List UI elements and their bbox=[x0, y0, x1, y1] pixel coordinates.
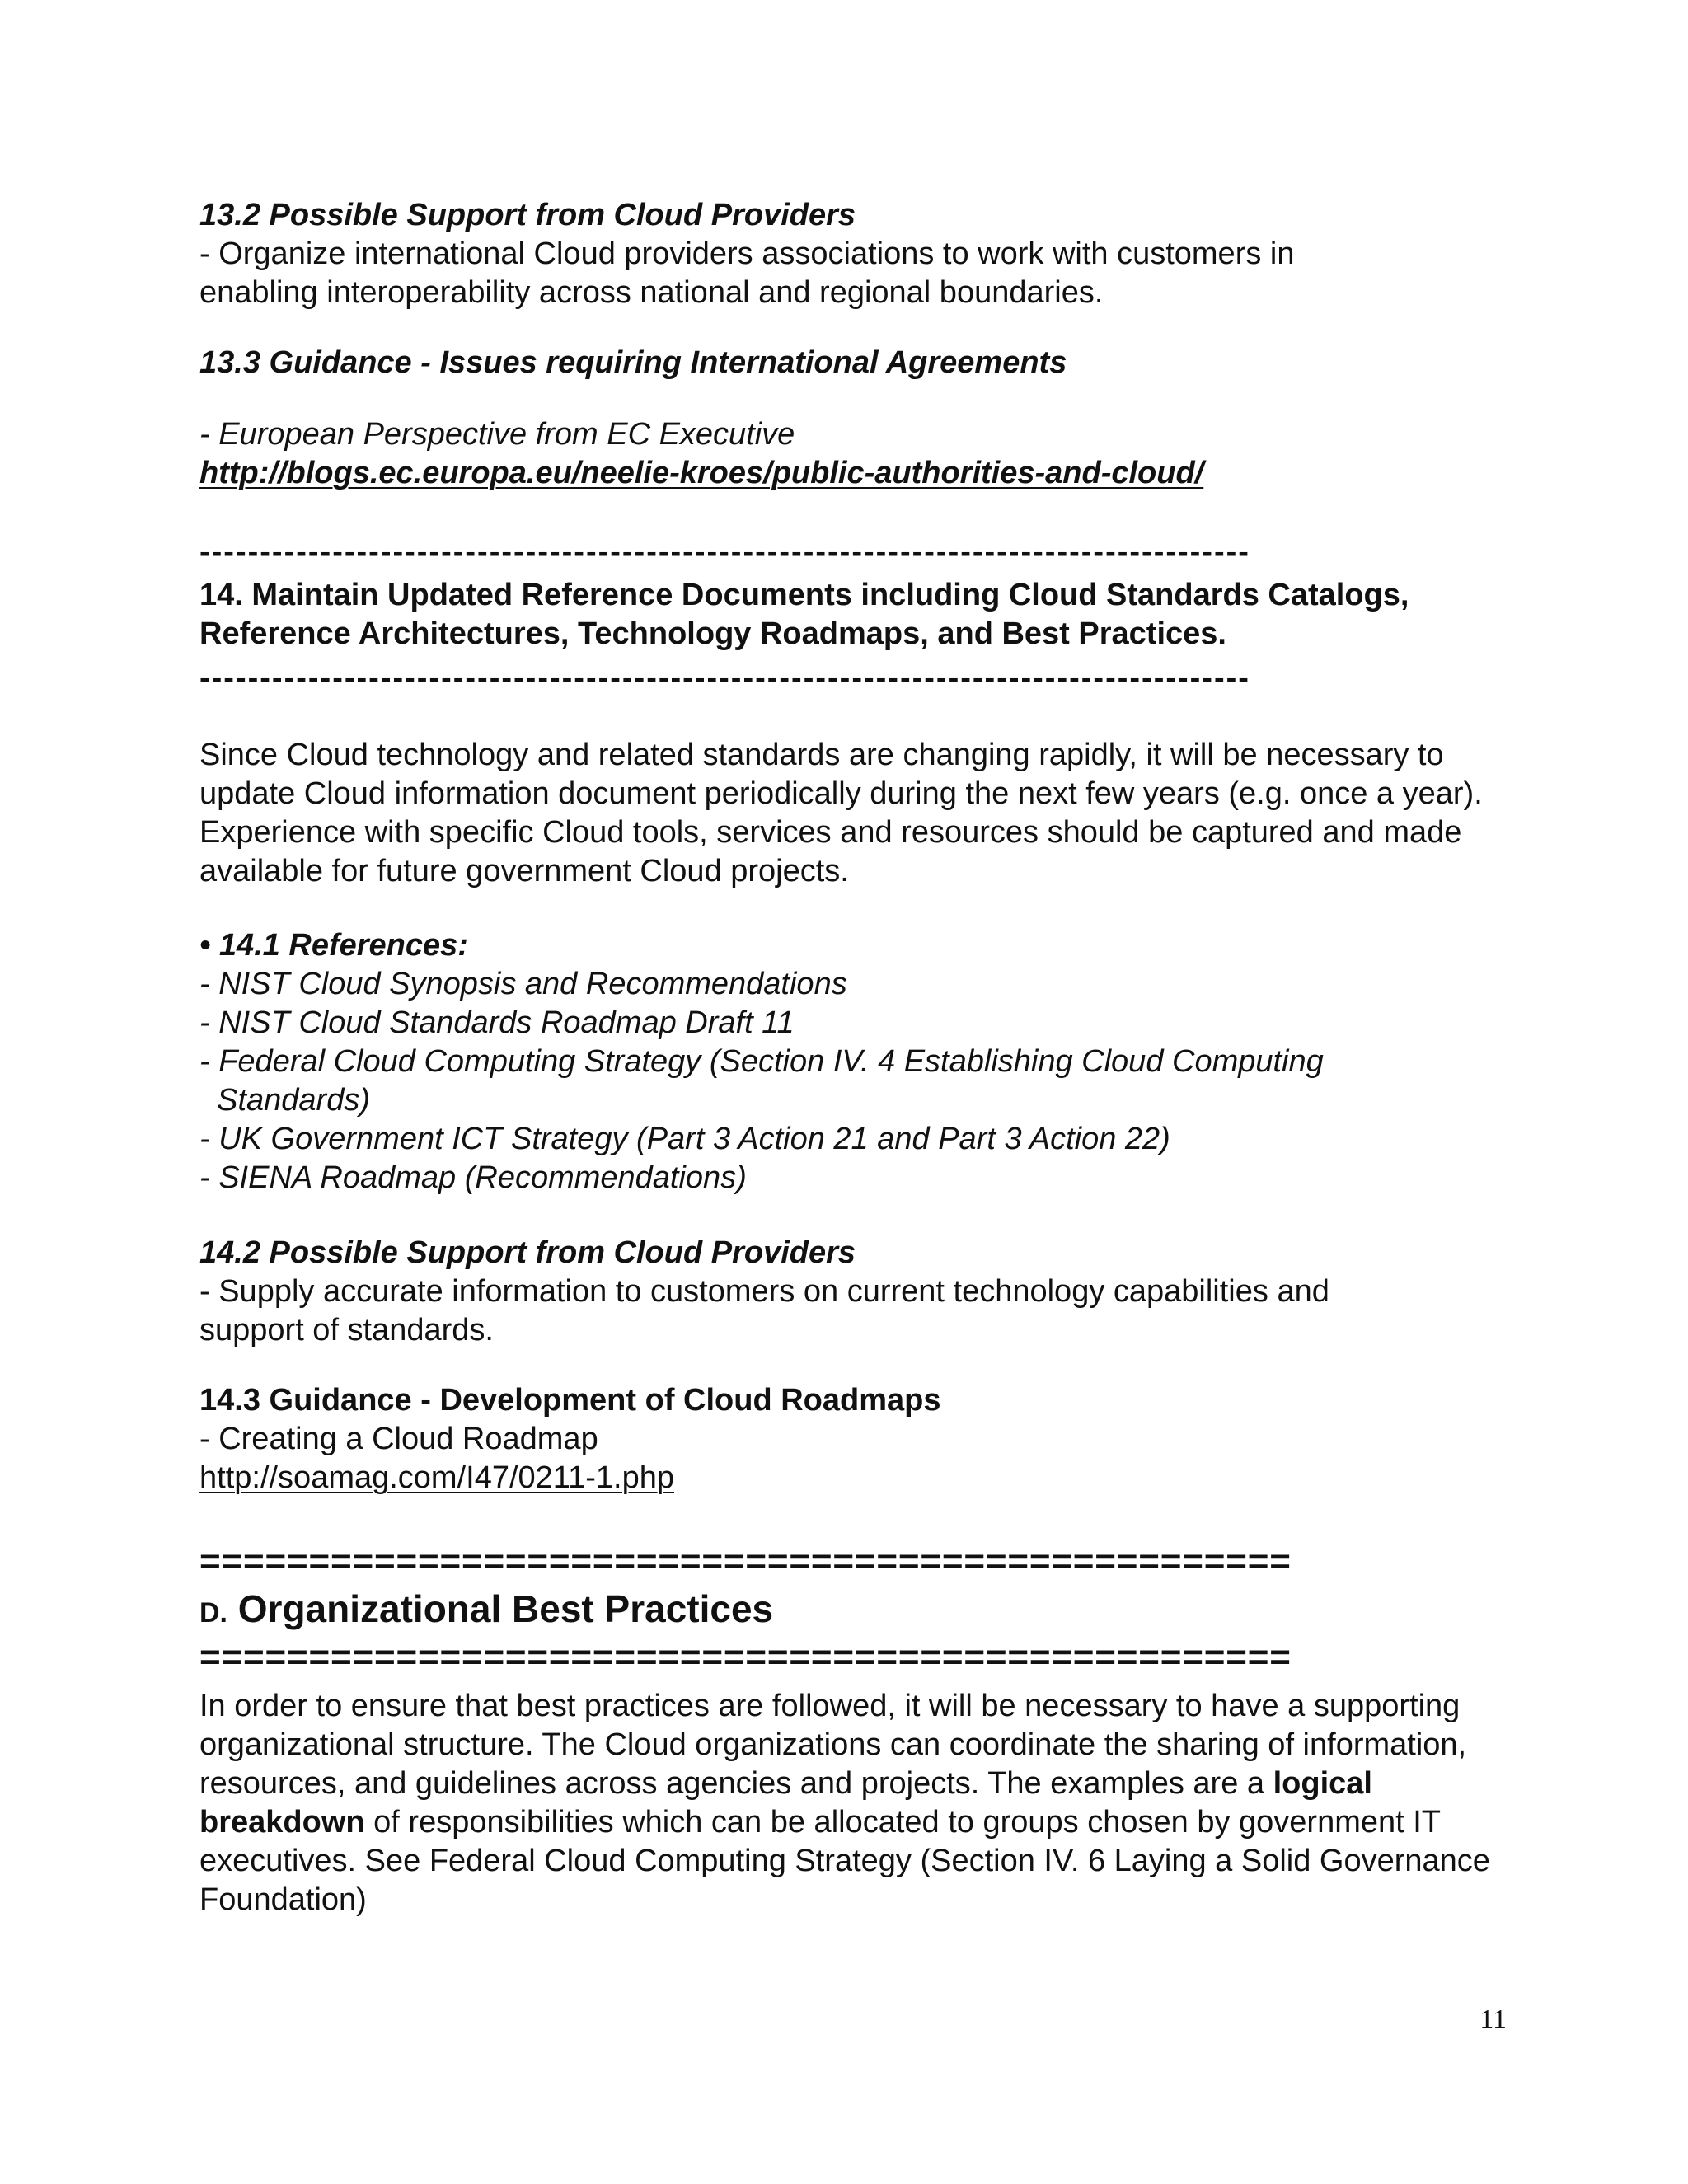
section-13-2-text-line: - Organize international Cloud providers associations to work with customers in bbox=[199, 237, 1295, 271]
section-13-3 bbox=[199, 344, 1502, 382]
section-13-2 bbox=[199, 196, 1502, 312]
dash-divider-top: --------------------------------------------------------------------------------------- bbox=[199, 535, 1250, 569]
section-d-banner bbox=[199, 1540, 1502, 1583]
section-14-banner bbox=[199, 533, 1502, 572]
dash-divider-bottom: --------------------------------------------------------------------------------------- bbox=[199, 661, 1250, 696]
section-14-2-text-line: - Supply accurate information to customers on current technology capabilities and bbox=[199, 1274, 1329, 1309]
reference-item: - SIENA Roadmap (Recommendations) bbox=[199, 1160, 747, 1195]
section-14-3-item: - Creating a Cloud Roadmap bbox=[199, 1422, 598, 1456]
section-d-title-text: Organizational Best Practices bbox=[237, 1587, 774, 1630]
section-14-heading-line: 14. Maintain Updated Reference Documents including Cloud Standards Catalogs, bbox=[199, 578, 1409, 612]
section-14-2-text-line: support of standards. bbox=[199, 1313, 494, 1347]
soamag-link[interactable]: http://soamag.com/I47/0211-1.php bbox=[199, 1460, 674, 1495]
section-14-heading-line: Reference Architectures, Technology Roadmaps, and Best Practices. bbox=[199, 616, 1226, 651]
section-13-2-text-line: enabling interoperability across national and regional boundaries. bbox=[199, 275, 1104, 310]
section-d-heading bbox=[199, 1586, 1502, 1636]
section-d-text: In order to ensure that best practices are followed, it will be necessary to have a supporting organizational structure. The Cloud organizations can coordinate the sharing of information, resources, and guidelines across agencies and projects. The examples are a bbox=[199, 1689, 1467, 1801]
equals-divider-top: ================================================== bbox=[199, 1541, 1292, 1582]
section-13-2-heading: 13.2 Possible Support from Cloud Providers bbox=[199, 198, 856, 232]
section-d-paragraph bbox=[199, 1687, 1518, 1919]
section-14-paragraph: Since Cloud technology and related standards are changing rapidly, it will be necessary to update Cloud information document periodically during the next few years (e.g. once a year). Experience with specific Cloud tools, services and resources should be captured and made available for future government Cloud projects. bbox=[199, 738, 1483, 888]
section-14-heading bbox=[199, 576, 1502, 654]
ec-blog-link[interactable]: http://blogs.ec.europa.eu/neelie-kroes/public-authorities-and-cloud/ bbox=[199, 456, 1204, 490]
section-14-3 bbox=[199, 1381, 1502, 1497]
section-d-bold-text: logical breakdown bbox=[199, 1766, 1372, 1840]
section-13-3-heading: 13.3 Guidance - Issues requiring International Agreements bbox=[199, 345, 1067, 380]
section-d-body bbox=[199, 1687, 1502, 1919]
section-13-3-body bbox=[199, 415, 1502, 493]
section-d-title bbox=[199, 1586, 1502, 1636]
section-d-banner-bottom bbox=[199, 1636, 1502, 1679]
section-13-3-item: - European Perspective from EC Executive bbox=[199, 417, 795, 452]
reference-item: - Federal Cloud Computing Strategy (Section IV. 4 Establishing Cloud Computing bbox=[199, 1044, 1324, 1079]
section-14-3-heading: 14.3 Guidance - Development of Cloud Roadmaps bbox=[199, 1383, 941, 1418]
section-14-banner-bottom bbox=[199, 659, 1502, 698]
reference-item-continuation: Standards) bbox=[199, 1083, 370, 1118]
section-14-body bbox=[199, 736, 1502, 891]
section-14-2 bbox=[199, 1234, 1502, 1350]
reference-item: - UK Government ICT Strategy (Part 3 Action 21 and Part 3 Action 22) bbox=[199, 1122, 1170, 1156]
reference-item: - NIST Cloud Synopsis and Recommendations bbox=[199, 967, 847, 1001]
section-14-2-heading: 14.2 Possible Support from Cloud Providers bbox=[199, 1235, 856, 1270]
section-14-1 bbox=[199, 926, 1502, 1197]
section-14-1-heading: • 14.1 References: bbox=[199, 928, 468, 963]
section-d-text: of responsibilities which can be allocated to groups chosen by government IT executives. See Federal Cloud Computing Strategy (Section IV. 6 Laying a Solid Governance Foundation) bbox=[199, 1805, 1490, 1917]
reference-item: - NIST Cloud Standards Roadmap Draft 11 bbox=[199, 1005, 795, 1040]
page-number: 11 bbox=[1479, 2004, 1507, 2035]
section-d-letter: D. bbox=[199, 1597, 227, 1629]
equals-divider-bottom: ================================================== bbox=[199, 1637, 1292, 1677]
